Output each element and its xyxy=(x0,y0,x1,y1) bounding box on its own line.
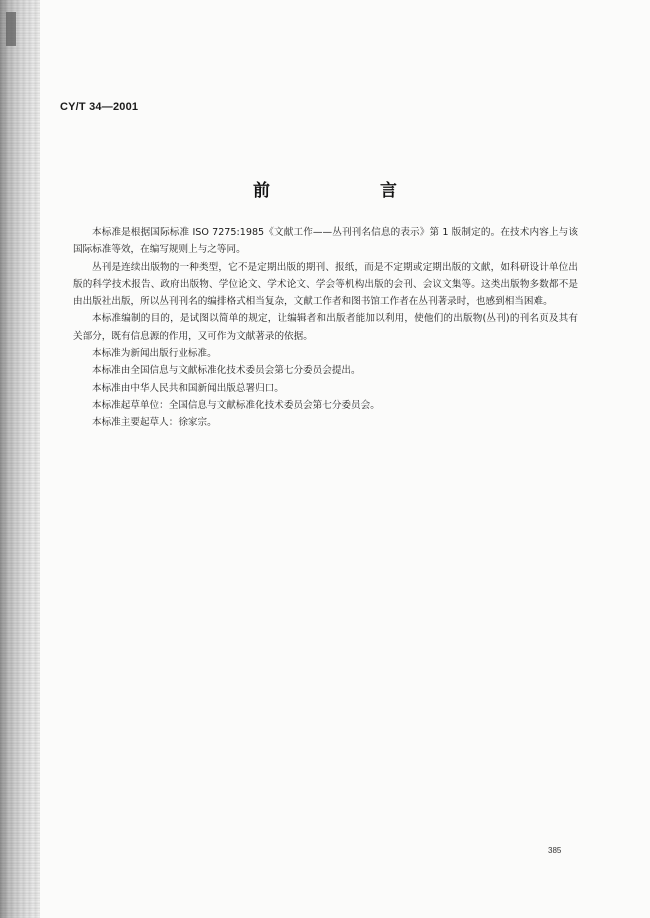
foreword-body xyxy=(73,224,578,432)
paragraph-series-definition: 丛刊是连续出版物的一种类型，它不是定期出版的期刊、报纸，而是不定期或定期出版的文献，如科研设计单位出版的科学技术报告、政府出版物、学位论文、学术论文、学会等机构出版的会刊、会议文集等。这类出版物多数都不是由出版社出版，所以丛刊刊名的编排格式相当复杂，文献工作者和图书馆工作者在丛刊著录时，也感到相当困难。 xyxy=(73,261,578,308)
paragraph-administered-by: 本标准由中华人民共和国新闻出版总署归口。 xyxy=(92,382,284,394)
page-title: 前 言 xyxy=(253,181,449,201)
page-number: 385 xyxy=(548,846,562,855)
paragraph-purpose: 本标准编制的目的，是试图以简单的规定，让编辑者和出版者能加以利用，使他们的出版物(丛刊)的刊名页及其有关部分，既有信息源的作用，又可作为文献著录的依据。 xyxy=(73,313,578,342)
paragraph-industry-standard: 本标准为新闻出版行业标准。 xyxy=(92,348,217,360)
binding-mark xyxy=(6,12,16,46)
paragraph-proposed-by: 本标准由全国信息与文献标准化技术委员会第七分委员会提出。 xyxy=(92,365,361,377)
paragraph-drafting-unit: 本标准起草单位：全国信息与文献标准化技术委员会第七分委员会。 xyxy=(92,399,380,411)
standard-code: CY/T 34—2001 xyxy=(60,101,139,113)
paragraph-iso-basis: 本标准是根据国际标准 ISO 7275:1985《文献工作——丛刊刊名信息的表示》第 1 版制定的。在技术内容上与该国际标准等效，在编写规则上与之等同。 xyxy=(73,227,578,256)
paragraph-main-drafter: 本标准主要起草人：徐家宗。 xyxy=(92,417,217,429)
scan-binding-edge xyxy=(0,0,40,918)
